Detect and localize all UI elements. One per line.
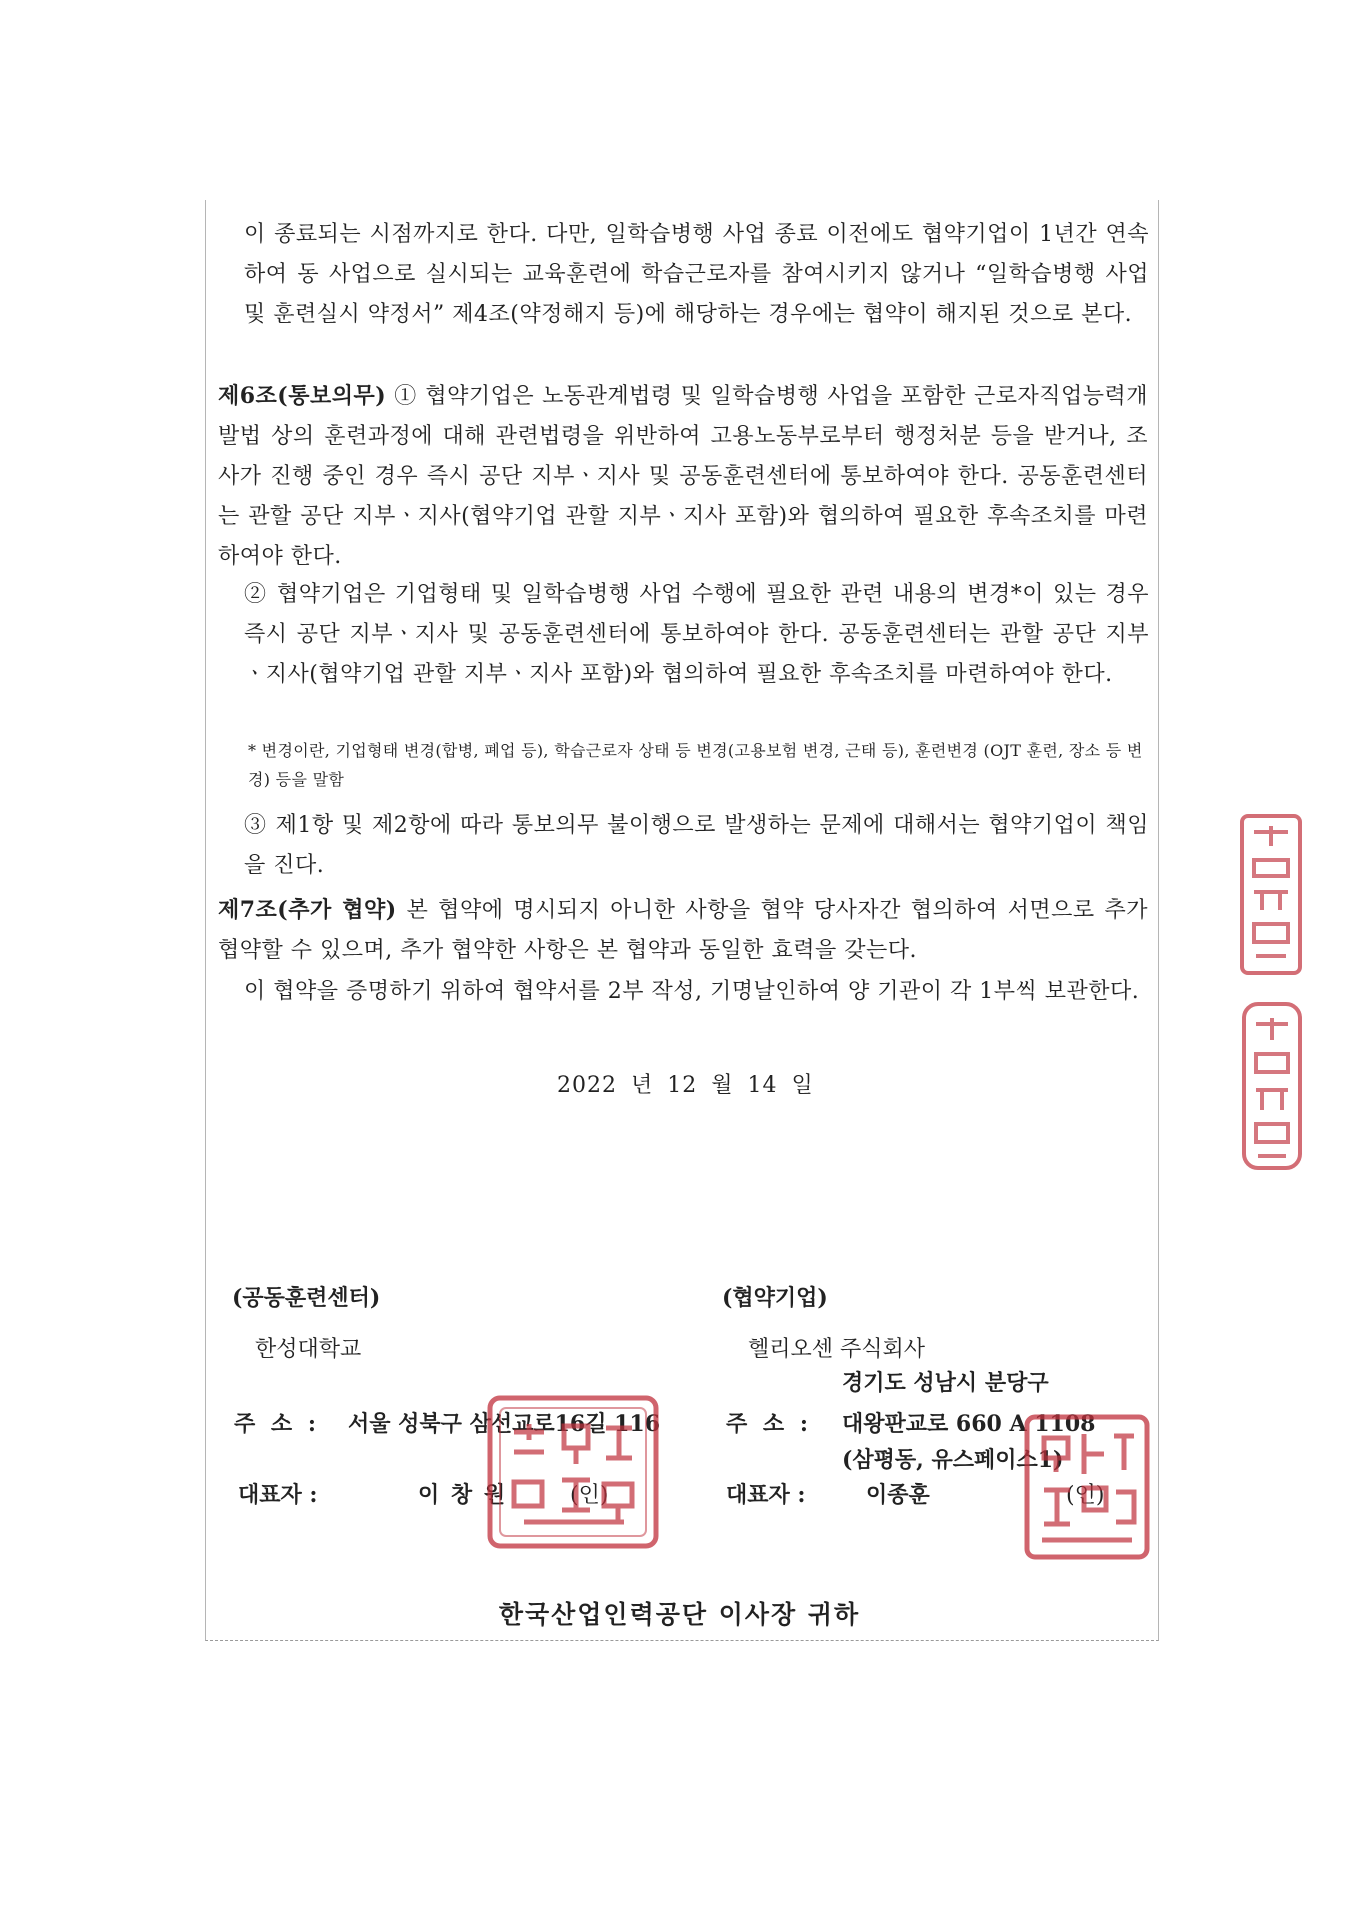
center-rep-name: 이 창 원: [418, 1482, 508, 1508]
date-day: 14: [747, 1073, 778, 1098]
article-6-para3: ③ 제1항 및 제2항에 따라 통보의무 불이행으로 발생하는 문제에 대해서는 협약기업이 책임을 진다.: [244, 813, 1149, 878]
footer-addressee: 한국산업인력공단 이사장 귀하: [498, 1600, 861, 1629]
article-6-para2-block: [244, 575, 1149, 695]
date-month: 12: [667, 1073, 698, 1098]
date-month-unit: 월: [711, 1073, 734, 1098]
change-note: [248, 736, 1148, 794]
article-7-body: 본 협약에 명시되지 아니한 사항을 협약 당사자간 협의하여 서면으로 추가 협약할 수 있으며, 추가 협약한 사항은 본 협약과 동일한 효력을 갖는다.: [218, 898, 1148, 963]
date-day-unit: 일: [791, 1073, 814, 1098]
center-address-label: 주 소 :: [234, 1411, 320, 1437]
change-note-text: * 변경이란, 기업형태 변경(합병, 폐업 등), 학습근로자 상태 등 변경(고용보험 변경, 근태 등), 훈련변경 (OJT 훈련, 장소 등 변경) 등을 말함: [248, 741, 1143, 789]
center-seal-stamp: [484, 1392, 662, 1552]
date-year: 2022: [557, 1073, 617, 1098]
company-address-label: 주 소 :: [726, 1411, 812, 1437]
article-6-heading: 제6조(통보의무): [218, 383, 387, 409]
company-name: 헬리오센 주식회사: [748, 1337, 926, 1362]
company-address-line3: (삼평동, 유스페이스1): [842, 1447, 1064, 1473]
article-6: [218, 376, 1148, 577]
article-6-para1: ① 협약기업은 노동관계법령 및 일학습병행 사업을 포함한 근로자직업능력개발법 상의 훈련과정에 대해 관련법령을 위반하여 고용노동부로부터 행정처분 등을 받거나, 조사가 진행 중인 경우 즉시 공단 지부ㆍ지사 및 공동훈련센터에 통보하여야 한다. 공동훈련센터는 관할 공단 지부ㆍ지사(협약기업 관할 지부ㆍ지사 포함)와 협의하여 필요한 후속조치를 마련하여야 한다.: [218, 384, 1148, 569]
article-6-para2: ② 협약기업은 기업형태 및 일학습병행 사업 수행에 필요한 관련 내용의 변경*이 있는 경우 즉시 공단 지부ㆍ지사 및 공동훈련센터에 통보하여야 한다. 공동훈련센터는 관할 공단 지부ㆍ지사(협약기업 관할 지부ㆍ지사 포함)와 협의하여 필요한 후속조치를 마련하여야 한다.: [244, 582, 1149, 687]
margin-seal-stamp-bottom: [1240, 1000, 1304, 1172]
intro-text: 이 종료되는 시점까지로 한다. 다만, 일학습병행 사업 종료 이전에도 협약기업이 1년간 연속하여 동 사업으로 실시되는 교육훈련에 학습근로자를 참여시키지 않거나 “일학습병행 사업 및 훈련실시 약정서” 제4조(약정해지 등)에 해당하는 경우에는 협약이 해지된 것으로 본다.: [244, 222, 1149, 327]
date-year-unit: 년: [631, 1073, 654, 1098]
agreement-date: [557, 1068, 828, 1099]
margin-seal-stamp-top: [1238, 812, 1304, 977]
center-rep-label: 대표자 :: [238, 1482, 318, 1508]
intro-paragraph: [244, 215, 1149, 335]
company-seal-stamp: [1022, 1412, 1152, 1562]
center-seal-mark: (인): [570, 1483, 609, 1508]
company-address-line1: 경기도 성남시 분당구: [842, 1370, 1049, 1396]
company-rep-label: 대표자 :: [726, 1482, 806, 1508]
closing-block: [244, 972, 1149, 1012]
center-address: 서울 성북구 삼선교로16길 116: [348, 1411, 661, 1437]
company-rep-name: 이종훈: [866, 1482, 930, 1508]
article-7: [218, 890, 1148, 971]
article-6-para3-block: [244, 806, 1149, 886]
company-seal-mark: (인): [1066, 1483, 1105, 1508]
company-address-line2: 대왕판교로 660 A 1108: [842, 1411, 1096, 1437]
article-7-heading: 제7조(추가 협약): [218, 897, 397, 923]
center-heading: (공동훈련센터): [232, 1285, 381, 1311]
closing-text: 이 협약을 증명하기 위하여 협약서를 2부 작성, 기명날인하여 양 기관이 각 1부씩 보관한다.: [244, 979, 1140, 1004]
center-name: 한성대학교: [255, 1337, 362, 1362]
company-heading: (협약기업): [722, 1285, 828, 1311]
